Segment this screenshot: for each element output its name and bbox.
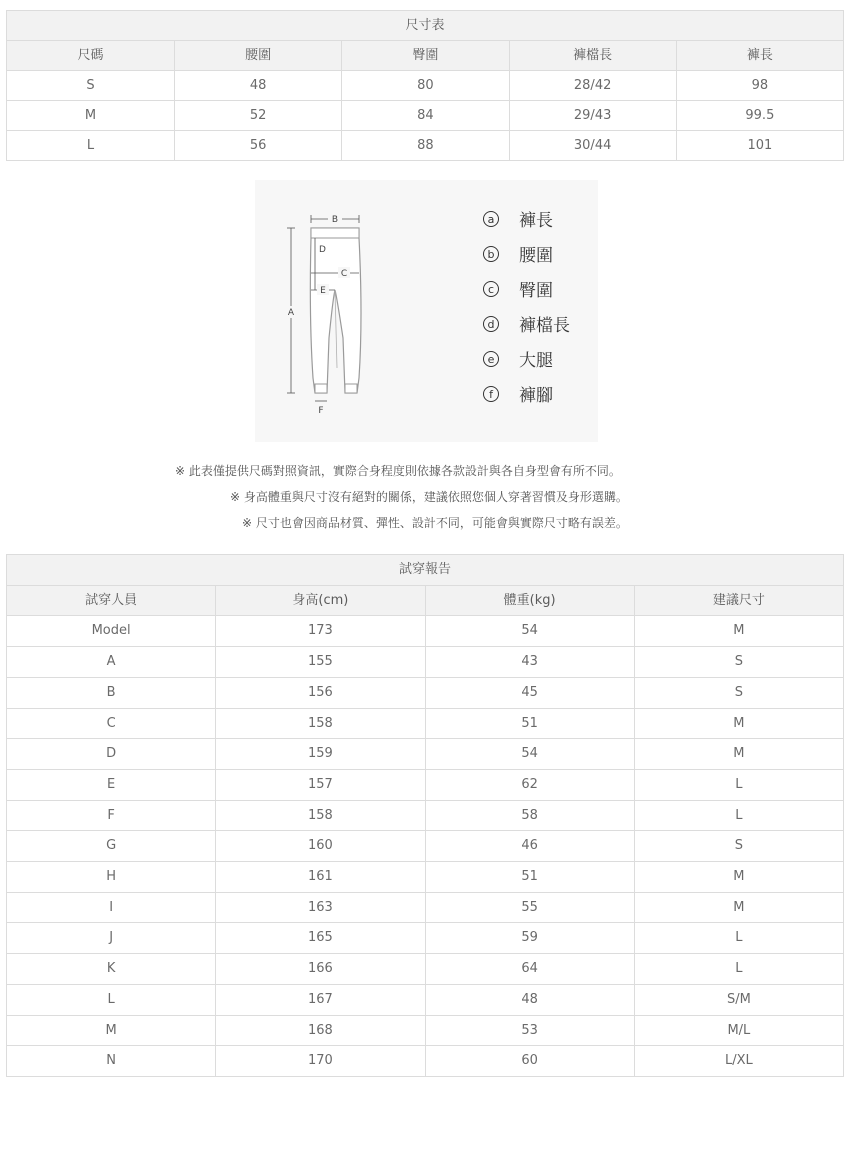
- legend-marker: b: [483, 246, 499, 262]
- fit-cell: 55: [425, 892, 634, 923]
- table-row: [7, 739, 844, 770]
- table-row: [7, 892, 844, 923]
- fit-cell: 60: [425, 1046, 634, 1077]
- fit-cell: 43: [425, 647, 634, 678]
- size-cell: S: [7, 71, 175, 101]
- fit-cell: M: [634, 739, 843, 770]
- fit-header-cell: 體重(kg): [425, 585, 634, 616]
- size-cell: 52: [175, 101, 342, 131]
- legend-item: [483, 346, 553, 371]
- fit-cell: M: [634, 708, 843, 739]
- size-cell: 88: [342, 131, 509, 161]
- fit-cell: 59: [425, 923, 634, 954]
- fit-cell: N: [7, 1046, 216, 1077]
- right-cuff: [345, 384, 357, 393]
- table-row: [7, 647, 844, 678]
- fit-cell: M: [634, 892, 843, 923]
- fit-cell: 51: [425, 708, 634, 739]
- diagram-label-f: F: [318, 406, 324, 416]
- fit-cell: B: [7, 677, 216, 708]
- fit-cell: 166: [216, 954, 425, 985]
- table-row: [7, 1046, 844, 1077]
- fit-cell: C: [7, 708, 216, 739]
- table-row: [7, 769, 844, 800]
- fit-header-cell: 建議尺寸: [634, 585, 843, 616]
- fit-cell: S: [634, 677, 843, 708]
- legend-label: 腰圍: [519, 246, 553, 266]
- fit-cell: 155: [216, 647, 425, 678]
- diagram-label-b: B: [331, 215, 339, 225]
- table-row: [7, 831, 844, 862]
- fit-cell: 156: [216, 677, 425, 708]
- fit-cell: 54: [425, 739, 634, 770]
- table-row: [7, 71, 844, 101]
- legend-marker: a: [483, 211, 499, 227]
- fit-header-cell: 身高(cm): [216, 585, 425, 616]
- legend-label: 褲檔長: [519, 316, 570, 336]
- legend-item: [483, 381, 553, 406]
- size-cell: 56: [175, 131, 342, 161]
- legend-marker: f: [483, 386, 499, 402]
- fit-cell: 163: [216, 892, 425, 923]
- fit-cell: M: [7, 1015, 216, 1046]
- legend-marker: c: [483, 281, 499, 297]
- fit-cell: H: [7, 862, 216, 893]
- legend-item: [483, 241, 553, 266]
- size-cell: 28/42: [509, 71, 676, 101]
- size-cell: 48: [175, 71, 342, 101]
- legend-label: 褲長: [519, 211, 553, 231]
- table-row: [7, 677, 844, 708]
- fit-cell: 45: [425, 677, 634, 708]
- table-row: [7, 954, 844, 985]
- fit-report-table: [6, 554, 844, 1077]
- pants-illustration: [271, 198, 381, 433]
- fit-cell: D: [7, 739, 216, 770]
- table-row: [7, 708, 844, 739]
- fit-cell: 64: [425, 954, 634, 985]
- legend-item: [483, 276, 553, 301]
- fit-cell: 168: [216, 1015, 425, 1046]
- fit-cell: A: [7, 647, 216, 678]
- fit-cell: 62: [425, 769, 634, 800]
- diagram-label-d: D: [319, 245, 326, 255]
- size-header-cell: 臀圍: [342, 41, 509, 71]
- legend-marker: e: [483, 351, 499, 367]
- fit-cell: J: [7, 923, 216, 954]
- fit-cell: L/XL: [634, 1046, 843, 1077]
- waistband: [311, 228, 359, 238]
- size-header-cell: 腰圍: [175, 41, 342, 71]
- fit-cell: 48: [425, 984, 634, 1015]
- size-cell: 29/43: [509, 101, 676, 131]
- size-cell: 30/44: [509, 131, 676, 161]
- size-cell: 101: [676, 131, 843, 161]
- legend-label: 褲腳: [519, 386, 553, 406]
- fit-cell: 51: [425, 862, 634, 893]
- fit-cell: 46: [425, 831, 634, 862]
- fit-cell: F: [7, 800, 216, 831]
- left-cuff: [315, 384, 327, 393]
- size-cell: 99.5: [676, 101, 843, 131]
- legend-item: [483, 206, 553, 231]
- fit-cell: G: [7, 831, 216, 862]
- size-header-cell: 褲檔長: [509, 41, 676, 71]
- size-cell: M: [7, 101, 175, 131]
- fit-cell: 54: [425, 616, 634, 647]
- fit-cell: S/M: [634, 984, 843, 1015]
- size-chart-table: [6, 10, 844, 161]
- table-row: [7, 1015, 844, 1046]
- fit-cell: L: [634, 954, 843, 985]
- table-row: [7, 101, 844, 131]
- fit-cell: 165: [216, 923, 425, 954]
- note-line-1: ※ 此表僅提供尺碼對照資訊，實際合身程度則依據各款設計與各自身型會有所不同。: [175, 464, 621, 478]
- size-header-cell: 尺碼: [7, 41, 175, 71]
- table-row: [7, 616, 844, 647]
- note-line-3: ※ 尺寸也會因商品材質、彈性、設計不同，可能會與實際尺寸略有誤差。: [242, 516, 628, 530]
- table-row: [7, 131, 844, 161]
- fit-cell: M/L: [634, 1015, 843, 1046]
- legend-item: [483, 311, 570, 336]
- fit-cell: L: [634, 923, 843, 954]
- size-chart-title: 尺寸表: [7, 11, 844, 41]
- fit-cell: I: [7, 892, 216, 923]
- size-cell: L: [7, 131, 175, 161]
- fit-cell: 173: [216, 616, 425, 647]
- table-row: [7, 923, 844, 954]
- fit-cell: 157: [216, 769, 425, 800]
- fit-cell: 158: [216, 708, 425, 739]
- size-cell: 98: [676, 71, 843, 101]
- size-header-cell: 褲長: [676, 41, 843, 71]
- table-row: [7, 800, 844, 831]
- pants-measurement-diagram: [255, 180, 598, 442]
- fit-cell: S: [634, 831, 843, 862]
- fit-cell: 167: [216, 984, 425, 1015]
- diagram-label-a: A: [287, 308, 295, 318]
- legend-label: 大腿: [519, 351, 553, 371]
- legend-marker: d: [483, 316, 499, 332]
- fit-cell: 58: [425, 800, 634, 831]
- fit-cell: 53: [425, 1015, 634, 1046]
- diagram-label-c: C: [340, 269, 348, 279]
- fit-cell: M: [634, 616, 843, 647]
- fit-cell: Model: [7, 616, 216, 647]
- fit-cell: S: [634, 647, 843, 678]
- fit-cell: 159: [216, 739, 425, 770]
- size-cell: 84: [342, 101, 509, 131]
- diagram-label-e: E: [320, 286, 326, 296]
- fit-cell: E: [7, 769, 216, 800]
- fit-cell: K: [7, 954, 216, 985]
- table-row: [7, 862, 844, 893]
- note-line-2: ※ 身高體重與尺寸沒有絕對的關係，建議依照您個人穿著習慣及身形選購。: [230, 490, 628, 504]
- fit-cell: 161: [216, 862, 425, 893]
- fit-cell: M: [634, 862, 843, 893]
- fit-cell: 158: [216, 800, 425, 831]
- fit-header-cell: 試穿人員: [7, 585, 216, 616]
- size-cell: 80: [342, 71, 509, 101]
- fit-report-title: 試穿報告: [7, 555, 844, 586]
- fit-cell: L: [634, 769, 843, 800]
- table-row: [7, 984, 844, 1015]
- fit-cell: L: [7, 984, 216, 1015]
- fit-cell: 170: [216, 1046, 425, 1077]
- legend-label: 臀圍: [519, 281, 553, 301]
- fit-cell: L: [634, 800, 843, 831]
- fit-cell: 160: [216, 831, 425, 862]
